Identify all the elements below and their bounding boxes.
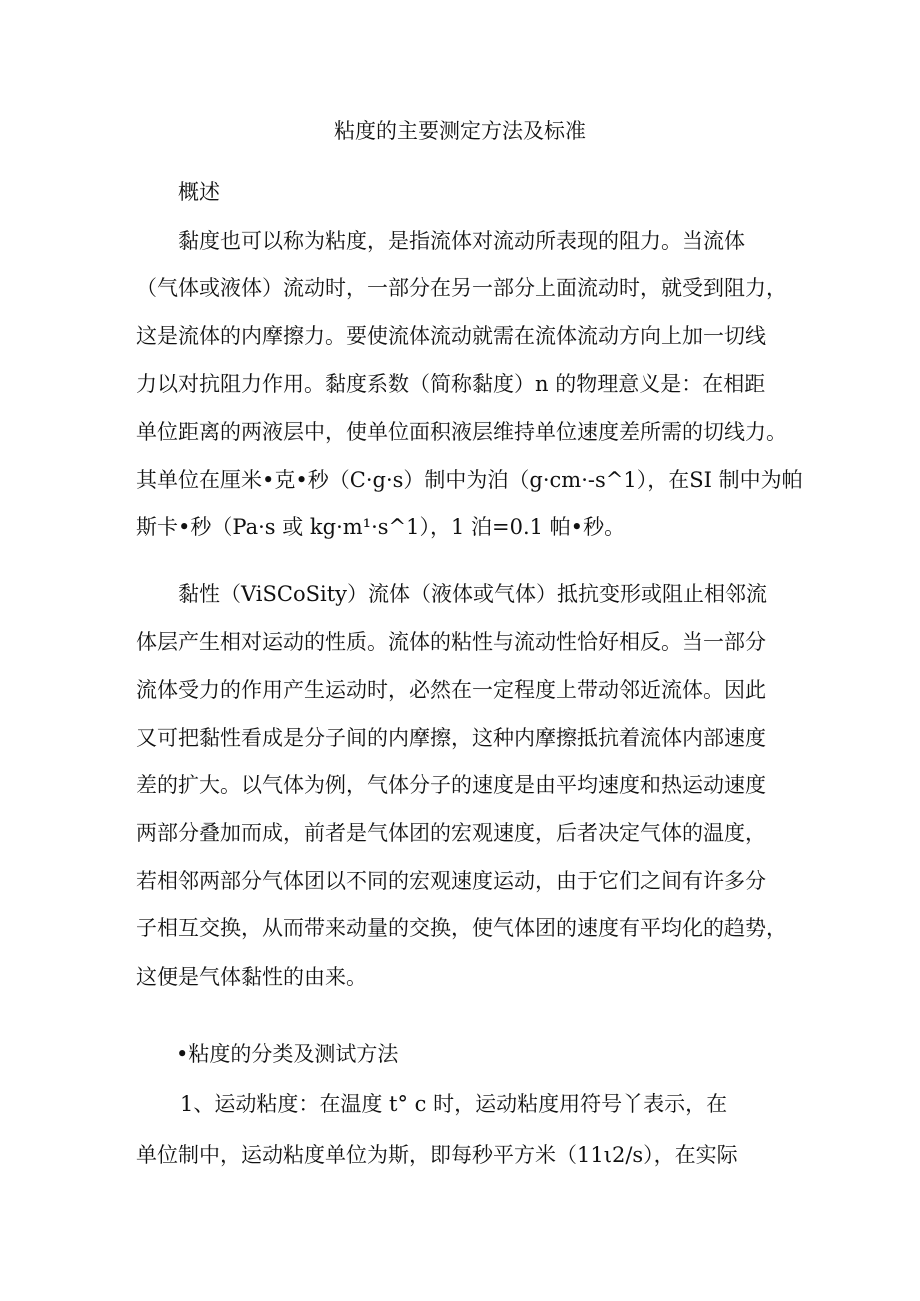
paragraph-line: 又可把黏性看成是分子间的内摩擦，这种内摩擦抵抗着流体内部速度 bbox=[136, 726, 766, 750]
paragraph-line: 这是流体的内摩擦力。要使流体流动就需在流体流动方向上加一切线 bbox=[136, 324, 766, 348]
paragraph-line: 力以对抗阻力作用。黏度系数（简称黏度）n 的物理意义是：在相距 bbox=[136, 372, 766, 396]
overview-heading: 概述 bbox=[178, 180, 220, 204]
paragraph-line: 1、运动粘度：在温度 t° c 时，运动粘度用符号丫表示，在 bbox=[180, 1092, 728, 1116]
paragraph-line: 单位制中，运动粘度单位为斯，即每秒平方米（11ι2/s），在实际 bbox=[136, 1143, 738, 1167]
paragraph-line: 差的扩大。以气体为例，气体分子的速度是由平均速度和热运动速度 bbox=[136, 773, 766, 797]
paragraph-line: 子相互交换，从而带来动量的交换，使气体团的速度有平均化的趋势， bbox=[136, 916, 787, 940]
paragraph-line: 其单位在厘米•克•秒（C·g·s）制中为泊（g·cm·-s^1），在SI 制中为帕 bbox=[136, 468, 803, 492]
document-title: 粘度的主要测定方法及标准 bbox=[334, 119, 586, 143]
paragraph-line: 流体受力的作用产生运动时，必然在一定程度上带动邻近流体。因此 bbox=[136, 678, 766, 702]
paragraph-line: 黏性（ViSCoSity）流体（液体或气体）抵抗变形或阻止相邻流 bbox=[178, 582, 768, 606]
paragraph-line: 这便是气体黏性的由来。 bbox=[136, 965, 367, 989]
paragraph-line: 黏度也可以称为粘度，是指流体对流动所表现的阻力。当流体 bbox=[178, 229, 745, 253]
section-heading: •粘度的分类及测试方法 bbox=[176, 1042, 399, 1066]
paragraph-line: 单位距离的两液层中，使单位面积液层维持单位速度差所需的切线力。 bbox=[136, 420, 787, 444]
paragraph-line: 体层产生相对运动的性质。流体的粘性与流动性恰好相反。当一部分 bbox=[136, 630, 766, 654]
paragraph-line: （气体或液体）流动时，一部分在另一部分上面流动时，就受到阻力， bbox=[136, 276, 787, 300]
paragraph-line: 若相邻两部分气体团以不同的宏观速度运动，由于它们之间有许多分 bbox=[136, 869, 766, 893]
paragraph-line: 两部分叠加而成，前者是气体团的宏观速度，后者决定气体的温度， bbox=[136, 821, 766, 845]
paragraph-line: 斯卡•秒（Pa·s 或 kg·m¹·s^1），1 泊=0.1 帕•秒。 bbox=[136, 515, 626, 539]
